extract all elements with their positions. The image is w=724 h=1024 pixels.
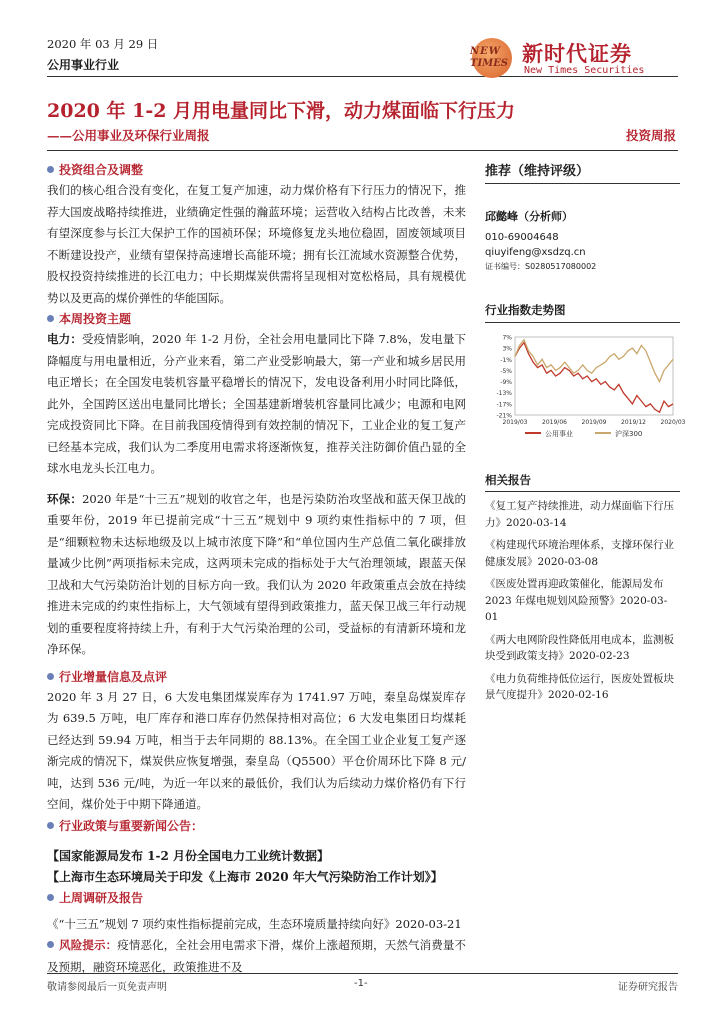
section-portfolio-body: 我们的核心组合没有变化，在复工复产加速，动力煤价格有下行压力的情况下，推荐大国废战略持续推进，业绩确定性强的瀚蓝环境；运营收入结构占比改善，未来有望深度参与长江大保护工作的国祯环保；环境修复龙头地位稳固，固废领域项目不断建设投产，业绩有望保持高速增长高能环境；拥有长江流域水资源整合优势，股权投资持续推进的长江电力；中长期煤炭供需将呈现相对宽松格局，具有规模优势以及更高的煤价弹性的华能国际。 [47, 183, 466, 305]
company-logo [468, 36, 678, 80]
y-tick-label: -9% [500, 379, 512, 387]
y-tick-label: -5% [500, 367, 512, 375]
report-title: 2020 年 1-2 月用电量同比下滑，动力煤面临下行压力 [47, 100, 516, 122]
section-policy-head: 行业政策与重要新闻公告： [47, 816, 466, 836]
y-tick-label: -21% [496, 412, 512, 420]
chart-x-ticks [503, 419, 686, 426]
related-report-1: 《复工复产持续推进，动力煤面临下行压力》2020-03-14 [485, 500, 674, 529]
section-research-body: 《“十三五”规划 7 项约束性指标提前完成，生态环境质量持续向好》2020-03-21 [47, 916, 462, 931]
section-theme-head: 本周投资主题 [47, 309, 466, 329]
legend-label: 公用事业 [545, 430, 573, 438]
related-reports-title: 相关报告 [485, 472, 680, 492]
section-industry-body: 2020 年 3 月 27 日，6 大发电集团煤炭库存为 1741.97 万吨，秦皇岛煤炭库存为 639.5 万吨，电厂库存和港口库存仍然保持相对高位；6 大发电集团日均煤耗已经达到 59.94 万吨，相当于去年同期的 88.13%。在全国工业企业复工复产逐渐完成的情况下，煤炭供应恢复增强，秦皇岛（Q5500）平仓价周环比下降 8 元/吨，达到 536 元/吨，为近一年以来的最低价，我们认为后续动力煤价格仍有下行空间，煤价处于中期下降通道。 [47, 689, 466, 811]
report-type: 投资周报 [625, 128, 676, 143]
title-divider [47, 150, 678, 151]
chart-frame [515, 337, 673, 415]
industry-label: 公用事业行业 [47, 58, 120, 72]
power-lead: 电力： [47, 332, 83, 346]
chart-legend [525, 429, 642, 438]
y-tick-label: -17% [496, 401, 512, 409]
related-report-5: 《电力负荷维持低位运行，医废处置板块景气度提升》2020-02-16 [485, 672, 674, 701]
sidebar [485, 160, 686, 704]
chart-y-ticks [496, 335, 512, 420]
analyst-phone: 010-69004648 [485, 232, 559, 243]
footer-report-type: 证券研究报告 [618, 982, 678, 993]
report-subtitle: ——公用事业及环保行业周报 [47, 128, 210, 143]
bullet-icon [47, 315, 54, 322]
analyst-name: 邱懿峰（分析师） [485, 210, 573, 223]
chart-title: 行业指数走势图 [485, 302, 680, 323]
section-portfolio-head: 投资组合及调整 [47, 160, 466, 180]
news-item-2: 【上海市生态环境局关于印发《上海市 2020 年大气污染防治工作计划》】 [47, 869, 443, 884]
chart-series [515, 340, 673, 412]
analyst-email: qiuyifeng@xsdzq.cn [485, 247, 586, 258]
bullet-icon [47, 166, 54, 173]
y-tick-label: -13% [496, 390, 512, 398]
related-report-3: 《医废处置再迎政策催化，能源局发布 2023 年煤电规划风险预警》2020-03-01 [485, 578, 668, 623]
chart-grid [515, 337, 673, 415]
legend-label: 沪深300 [615, 430, 643, 438]
rating: 推荐（维持评级） [485, 160, 680, 184]
analyst-cert: 证书编号：S0280517080002 [485, 262, 597, 271]
x-tick-label: 2019/09 [581, 419, 607, 426]
x-tick-label: 2019/12 [621, 419, 646, 426]
footer-divider [47, 973, 678, 974]
risk-warning: 风险提示：疫情恶化，全社会用电需求下滑，煤价上涨超预期，天然气消费量不及预期，融资环境恶化，政策推进不及 [47, 938, 467, 974]
section-research-head: 上周调研及报告 [47, 888, 466, 908]
report-date: 2020 年 03 月 29 日 [47, 37, 159, 51]
index-chart [485, 331, 686, 446]
bullet-icon [47, 894, 54, 901]
news-item-1: 【国家能源局发布 1-2 月份全国电力工业统计数据】 [47, 848, 330, 863]
series-line-2 [515, 340, 673, 382]
logo-cn-name: 新时代证券 [522, 41, 632, 66]
section-power-body: 电力：受疫情影响，2020 年 1-2 月份，全社会用电量同比下降 7.8%，发电量下降幅度与用电量相近，分产业来看，第二产业受影响最大，第一产业和城乡居民用电正增长；在全国发电装机容量平稳增长的情况下，发电设备利用小时同比降低，此外，全国跨区送出电量同比增长；全国基建新增装机容量同比减少；电源和电网完成投资同比下降。在目前我国疫情得到有效控制的情况下，工业企业的复工复产已经基本完成，我们认为二季度用电需求将逐渐恢复，推荐关注防御价值凸显的全球水电龙头长江电力。 [47, 332, 467, 475]
y-tick-label: 3% [502, 345, 512, 353]
section-env-body: 环保：2020 年是“十三五”规划的收官之年，也是污染防治攻坚战和蓝天保卫战的重要年份，2019 年已提前完成“十三五”规划中 9 项约束性指标中的 7 项，但是“细颗粒物未达标地级及以上城市浓度下降”和“单位国内生产总值二氧化碳排放量减少比例”两项指标未完成，这两项未完成的指标处于大气治理领域，跟蓝天保卫战和大气污染防治计划的目标方向一致。我们认为 2020 年政策重点会放在持续推进未完成的约束性指标上，大气领域有望得到政策推力，蓝天保卫战三年行动规划的重要程度将持续上升，有利于大气污染治理的公司，受益标的有清新环境和龙净环保。 [47, 491, 466, 656]
page-number: -1- [354, 978, 368, 989]
bullet-icon [47, 673, 54, 680]
bullet-icon [47, 822, 54, 829]
env-lead: 环保： [47, 491, 83, 506]
logo-times-text: TIMES [470, 58, 509, 69]
related-report-2: 《构建现代环境治理体系，支撑环保行业健康发展》2020-03-08 [485, 539, 674, 568]
logo-en-name: New Times Securities [524, 65, 645, 76]
logo-new-text: NEW [470, 46, 501, 57]
y-tick-label: -1% [500, 356, 512, 364]
main-content [47, 160, 466, 978]
x-tick-label: 2020/03 [660, 419, 686, 426]
related-report-4: 《两大电网阶段性降低用电成本，监测板块受到政策支持》2020-02-23 [485, 633, 674, 662]
x-tick-label: 2019/06 [542, 419, 567, 426]
risk-lead: 风险提示： [59, 938, 118, 952]
related-reports-list [485, 498, 680, 704]
series-line-1 [515, 343, 673, 413]
section-industry-head: 行业增量信息及点评 [47, 667, 466, 687]
x-tick-label: 2019/03 [502, 419, 528, 426]
bullet-icon [47, 941, 54, 948]
footer-disclaimer: 敬请参阅最后一页免责声明 [47, 982, 167, 993]
y-tick-label: 7% [502, 334, 512, 342]
